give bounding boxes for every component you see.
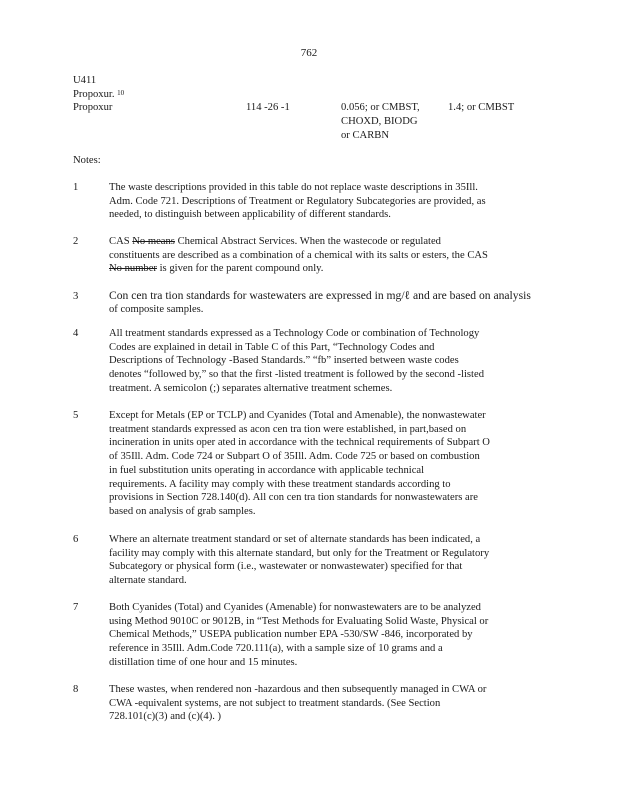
table-row-name: [73, 88, 124, 102]
note-line: [109, 262, 545, 276]
note-line: distillation time of one hour and 15 minutes.: [109, 656, 298, 668]
page-number: 762: [300, 47, 318, 59]
text-run: Chemical Abstract Services. When the wastecode or regulated: [174, 236, 441, 247]
note-line: Subcategory or physical form (i.e., wastewater or nonwastewater) specified for that: [109, 561, 463, 573]
note-line: of composite samples.: [109, 303, 204, 315]
note-line: needed, to distinguish between applicability of different standards.: [109, 209, 391, 221]
note-line: The waste descriptions provided in this table do not replace waste descriptions in 35Ill.: [109, 182, 478, 193]
struck-text: No means: [132, 236, 175, 247]
note-line: incineration in units oper ated in accordance with the technical requirements of Subpart O: [109, 437, 490, 449]
note-line: Con cen tra tion standards for wastewaters are expressed in mg/ℓ and are based on analysis: [109, 289, 531, 302]
wastewater-standard-line: or CARBN: [341, 130, 389, 141]
note-line: CWA -equivalent systems, are not subject to treatment standards. (See Section: [109, 697, 441, 709]
note-text: [109, 181, 545, 222]
note-line: All treatment standards expressed as a Technology Code or combination of Technology: [109, 328, 480, 339]
constituent-name: Propoxur: [73, 102, 113, 113]
note-line: Both Cyanides (Total) and Cyanides (Amenable) for nonwastewaters are to be analyzed: [109, 602, 481, 613]
note-line: treatment. A semicolon (;) separates alternative treatment schemes.: [109, 382, 393, 394]
note-line: Adm. Code 721. Descriptions of Treatment or Regulatory Subcategories are provided, as: [109, 195, 486, 207]
note-number: 1: [73, 182, 79, 193]
note-number: 4: [73, 328, 79, 339]
nonwastewater-standard: 1.4; or CMBST: [448, 102, 515, 113]
note-line: requirements. A facility may comply with these treatment standards according to: [109, 478, 451, 490]
waste-name: Propoxur.: [73, 89, 115, 100]
text-run: is given for the parent compound only.: [156, 263, 324, 275]
note-text: [109, 601, 545, 670]
note-number: 3: [73, 291, 79, 302]
note-line: These wastes, when rendered non -hazardous and then subsequently managed in CWA or: [109, 684, 487, 695]
note-line: in fuel substitution units operating in accordance with applicable technical: [109, 464, 425, 476]
note-line: Codes are explained in detail in Table C of this Part, “Technology Codes and: [109, 341, 435, 353]
note-line: treatment standards expressed as acon cen tra tion were established, in part,based on: [109, 423, 467, 435]
notes-heading: Notes:: [73, 155, 101, 166]
cas-number: 114 -26 -1: [246, 102, 290, 113]
note-line: Except for Metals (EP or TCLP) and Cyanides (Total and Amenable), the nonwastewater: [109, 410, 486, 421]
note-text: [109, 327, 545, 396]
note-text: [109, 409, 545, 519]
note-line: Where an alternate treatment standard or set of alternate standards has been indicated, a: [109, 534, 481, 545]
note-number: 7: [73, 602, 79, 613]
note-line: denotes “followed by,” so that the first -listed treatment is followed by the second -listed: [109, 369, 485, 381]
note-line: Chemical Methods,” USEPA publication number EPA -530/SW -846, incorporated by: [109, 629, 473, 641]
wastewater-standard-line: 0.056; or CMBST,: [341, 102, 420, 113]
note-number: 6: [73, 534, 79, 545]
note-line: alternate standard.: [109, 575, 187, 587]
note-line: facility may comply with this alternate standard, but only for the Treatment or Regulatory: [109, 547, 490, 559]
note-line: 728.101(c)(3) and (c)(4). ): [109, 711, 222, 723]
note-line: using Method 9010C or 9012B, in “Test Methods for Evaluating Solid Waste, Physical or: [109, 615, 489, 627]
note-number: 2: [73, 236, 79, 247]
text-run: CAS: [109, 236, 133, 247]
note-number: 8: [73, 684, 79, 695]
note-line: based on analysis of grab samples.: [109, 505, 256, 517]
note-text: [109, 235, 545, 276]
note-line: provisions in Section 728.140(d). All con cen tra tion standards for nonwastewaters are: [109, 492, 478, 504]
note-number: 5: [73, 410, 79, 421]
note-line: reference in 35Ill. Adm.Code 720.111(a), with a sample size of 10 grams and a: [109, 643, 443, 655]
note-line: constituents are described as a combination of a chemical with its salts or esters, the CAS: [109, 249, 488, 261]
note-line: of 35Ill. Adm. Code 724 or Subpart O of 35Ill. Adm. Code 725 or based on combustion: [109, 451, 480, 463]
note-text: [109, 683, 545, 724]
note-line: [109, 235, 545, 249]
struck-text: No number: [109, 263, 157, 275]
waste-code: U411: [73, 75, 97, 86]
footnote-ref: 10: [117, 89, 125, 97]
note-line: Descriptions of Technology -Based Standards.” “fb” inserted between waste codes: [109, 355, 459, 367]
wastewater-standard-line: CHOXD, BIODG: [341, 116, 418, 127]
note-text: [109, 289, 545, 316]
note-text: [109, 533, 545, 588]
